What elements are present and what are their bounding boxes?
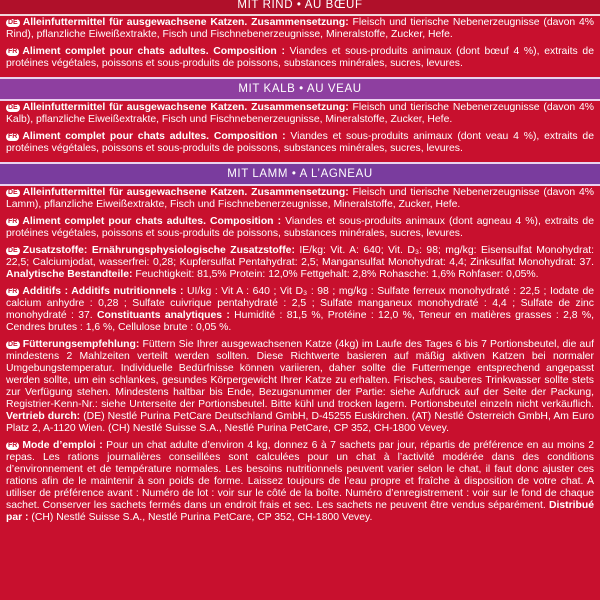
section-header-lamm [0, 162, 600, 186]
analytics-fr-text: Humidité : 81,5 %, Protéine : 12,0 %, Teneur en matières grasses : 2,8 %, Cendres brutes : 1,6 %, Cellulose brute : 0,05 %. [6, 310, 594, 333]
feeding-fr-text: Pour un chat adulte d’environ 4 kg, donnez 6 à 7 sachets par jour, répartis de préférence en au moins 2 repas. Les rations journalières conseillées sont calculées pour un chat à l’activité modérée dans des conditions d’environnement et de température normales. Les besoins nutritionnels peuvent varier selon le chat, il faut donc ajuster ces rations afin de le maintenir à son poids de forme. Laissez toujours de l’eau propre et fraîche à disposition de votre chat. A utiliser de préférence avant : Numéro de lot : voir sur le côté de la boîte. Numéro d’enregistrement : voir sur le fond de chaque sachet. Conserver les sachets fermés dans un endroit frais et sec. Les sachets ne peuvent être vendus séparément. [6, 440, 594, 511]
additives-de-text: IE/kg: Vit. A: 640; Vit. D₃: 98; mg/kg: Eisensulfat Monohydrat: 22,5; Calciumjodat, wasserfrei: 0,28; Kupfersulfat Pentahydrat: 2,5; Mangansulfat Monohydrat: 4,4; Zinksulfat Monohydrat: 37. [6, 245, 594, 268]
rind-de-text: Fleisch und tierische Nebenerzeugnisse (davon 4% Rind), pflanzliche Eiweißextrakte, Fisch und Fischnebenerzeugnisse, Mineralstoffe, Zucker, Hefe. [6, 17, 595, 40]
kalb-de-paragraph [0, 101, 600, 127]
lamm-fr-text: Viandes et sous-produits animaux (dont agneau 4 %), extraits de protéines végétales, poissons et sous-produits de poissons, substances minérales, sucres, levures. [6, 216, 594, 239]
distribution-fr-text: (CH) Nestlé Suisse S.A., Nestlé Purina PetCare, CP 352, CH-1800 Vevey. [28, 512, 373, 523]
feeding-de-paragraph [0, 338, 600, 436]
distribution-de-text: (DE) Nestlé Purina PetCare Deutschland GmbH, D-45255 Euskirchen. (AT) Nestlé Österreich GmbH, Am Euro Platz 2, A-1120 Wien. (CH) Nestlé Suisse S.A., Nestlé Purina PetCare, CP 352, CH-1800 Vevey. [6, 411, 594, 434]
rind-fr-heading: Aliment complet pour chats adultes. Composition : [22, 46, 285, 57]
lamm-fr-paragraph [0, 215, 600, 241]
analytics-de-heading: Analytische Bestandteile: [6, 269, 133, 280]
lang-badge-de: DE [8, 19, 18, 26]
lang-badge-de: DE [8, 341, 18, 348]
analytics-fr-heading: Constituants analytiques : [92, 310, 230, 321]
rind-fr-paragraph [0, 45, 600, 71]
analytics-de-text: Feuchtigkeit: 81,5% Protein: 12,0% Fettgehalt: 2,8% Rohasche: 1,6% Rohfaser: 0,05%. [132, 269, 539, 280]
rind-de-heading: Alleinfuttermittel für ausgewachsene Katzen. Zusammensetzung: [22, 17, 349, 28]
additives-fr-text: UI/kg : Vit A : 640 ; Vit D₃ : 98 ; mg/kg : Sulfate ferreux monohydraté : 22,5 ; Iodate de calcium anhydre : 0,28 ; Sulfate cuivrique pentahydraté : 2,5 ; Sulfate manganeux monohydraté : 4,4 ; Sulfate de zinc monohydraté : 37. [6, 286, 594, 321]
lamm-de-paragraph [0, 186, 600, 212]
section-header-rind [0, 0, 600, 16]
kalb-fr-heading: Aliment complet pour chats adultes. Composition : [22, 131, 286, 142]
kalb-fr-text: Viandes et sous-produits animaux (dont veau 4 %), extraits de protéines végétales, poissons et sous-produits de poissons, substances minérales, sucres, levures. [6, 131, 594, 154]
additives-fr-heading: Additifs : Additifs nutritionnels : [22, 286, 184, 297]
rind-de-paragraph [0, 16, 600, 42]
section-title-lamm: MIT LAMM • A L’AGNEAU [227, 168, 373, 180]
feeding-fr-paragraph [0, 439, 600, 525]
section-title-kalb: MIT KALB • AU VEAU [238, 83, 362, 95]
feeding-de-text: Füttern Sie Ihrer ausgewachsenen Katze (4kg) im Laufe des Tages 6 bis 7 Portionsbeutel, die auf mindestens 2 Mahlzeiten verteilt werden sollten. Diese Richtwerte basieren auf mäßig aktiven Katzen bei normaler Umgebungstemperatur. Individuelle Bedürfnisse können variieren, daher sollte die Futtermenge entsprechend angepasst werden sollte, um ein schlankes, gesundes Körpergewicht Ihrer Katze zu erhalten. Frisches, sauberes Trinkwasser sollte stets zur Verfügung stehen. Mindestens haltbar bis Ende, Bezugsnummer der Partie: siehe Aufdruck auf der Seite der Packung, Registrier-Kenn-Nr.: siehe Unterseite der Portionsbeutel. Bitte kühl und trocken lagern. Portionsbeutel einzeln nicht verkäuflich. [6, 339, 594, 410]
distribution-fr-heading: Distribué par : [6, 500, 594, 523]
feeding-de-heading: Fütterungsempfehlung: [22, 339, 140, 350]
feeding-fr-heading: Mode d’emploi : [22, 440, 103, 451]
kalb-de-text: Fleisch und tierische Nebenerzeugnisse (davon 4% Kalb), pflanzliche Eiweißextrakte, Fisch und Fischnebenerzeugnisse, Mineralstoffe, Zucker, Hefe. [6, 102, 595, 125]
additives-fr-paragraph [0, 285, 600, 335]
section-header-kalb [0, 77, 600, 101]
kalb-de-heading: Alleinfuttermittel für ausgewachsene Katzen. Zusammensetzung: [22, 102, 349, 113]
rind-fr-text: Viandes et sous-produits animaux (dont bœuf 4 %), extraits de protéines végétales, poissons et sous-produits de poissons, substances minérales, sucres, levures. [6, 46, 594, 69]
lang-badge-fr: FR [8, 442, 18, 449]
lang-badge-fr: FR [8, 288, 18, 295]
lamm-de-text: Fleisch und tierische Nebenerzeugnisse (davon 4% Lamm), pflanzliche Eiweißextrakte, Fisch und Fischnebenerzeugnisse, Mineralstoffe, Zucker, Hefe. [6, 187, 595, 210]
additives-de-heading: Zusatzstoffe: Ernährungsphysiologische Zusatzstoffe: [22, 245, 295, 256]
distribution-de-heading: Vertrieb durch: [6, 411, 81, 422]
lang-badge-fr: FR [8, 48, 18, 55]
additives-de-paragraph [0, 244, 600, 282]
lang-badge-fr: FR [8, 218, 18, 225]
lamm-fr-heading: Aliment complet pour chats adultes. Composition : [22, 216, 282, 227]
lang-badge-de: DE [8, 247, 18, 254]
section-title-rind: MIT RIND • AU BŒUF [237, 0, 363, 11]
lang-badge-fr: FR [8, 133, 18, 140]
kalb-fr-paragraph [0, 130, 600, 156]
lang-badge-de: DE [8, 189, 18, 196]
lang-badge-de: DE [8, 104, 18, 111]
lamm-de-heading: Alleinfuttermittel für ausgewachsene Katzen. Zusammensetzung: [22, 187, 349, 198]
